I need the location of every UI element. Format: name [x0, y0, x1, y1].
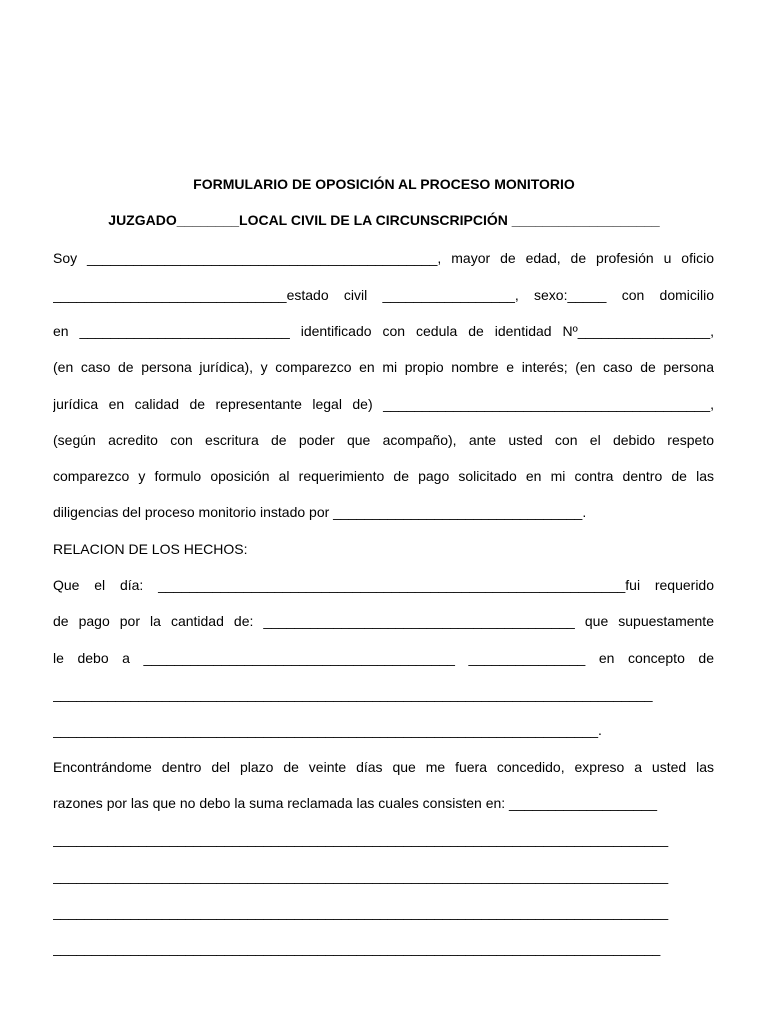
- text-line-16: razones por las que no debo la suma reclamada las cuales consisten en: ___________________: [53, 795, 657, 811]
- text-line-4: (en caso de persona jurídica), y comparezco en mi propio nombre e interés; (en caso de persona: [53, 359, 714, 375]
- text-line-12: le debo a ________________________________________ _______________ en concepto de: [53, 650, 714, 666]
- text-line-11: de pago por la cantidad de: ________________________________________ que supuestamente: [53, 613, 714, 629]
- document-title: FORMULARIO DE OPOSICIÓN AL PROCESO MONITORIO: [193, 176, 575, 192]
- court-heading: JUZGADO________LOCAL CIVIL DE LA CIRCUNSCRIPCIÓN ___________________: [108, 212, 660, 228]
- text-line-15: Encontrándome dentro del plazo de veinte días que me fuera concedido, expreso a usted las: [53, 759, 714, 775]
- blank-line-2: ______________________________________________________________________.: [53, 722, 602, 738]
- text-line-3: en ___________________________ identificado con cedula de identidad Nº_________________,: [53, 323, 714, 339]
- text-line-5: jurídica en calidad de representante legal de) __________________________________________,: [53, 396, 714, 412]
- text-line-7: comparezco y formulo oposición al requerimiento de pago solicitado en mi contra dentro de las: [53, 468, 714, 484]
- text-line-8: diligencias del proceso monitorio instado por ________________________________.: [53, 504, 587, 520]
- text-line-10: Que el día: ____________________________________________________________fui requerido: [53, 577, 714, 593]
- text-line-2: ______________________________estado civil _________________, sexo:_____ con domicilio: [53, 287, 714, 303]
- blank-line-6: ______________________________________________________________________________: [53, 940, 661, 956]
- blank-line-3: _______________________________________________________________________________: [53, 831, 669, 847]
- text-line-1: Soy _____________________________________________, mayor de edad, de profesión u oficio: [53, 250, 714, 266]
- blank-line-4: _______________________________________________________________________________: [53, 868, 669, 884]
- text-line-6: (según acredito con escritura de poder que acompaño), ante usted con el debido respeto: [53, 432, 714, 448]
- section-heading-hechos: RELACION DE LOS HECHOS:: [53, 541, 248, 557]
- blank-line-1: _____________________________________________________________________________: [53, 686, 653, 702]
- blank-line-5: _______________________________________________________________________________: [53, 904, 669, 920]
